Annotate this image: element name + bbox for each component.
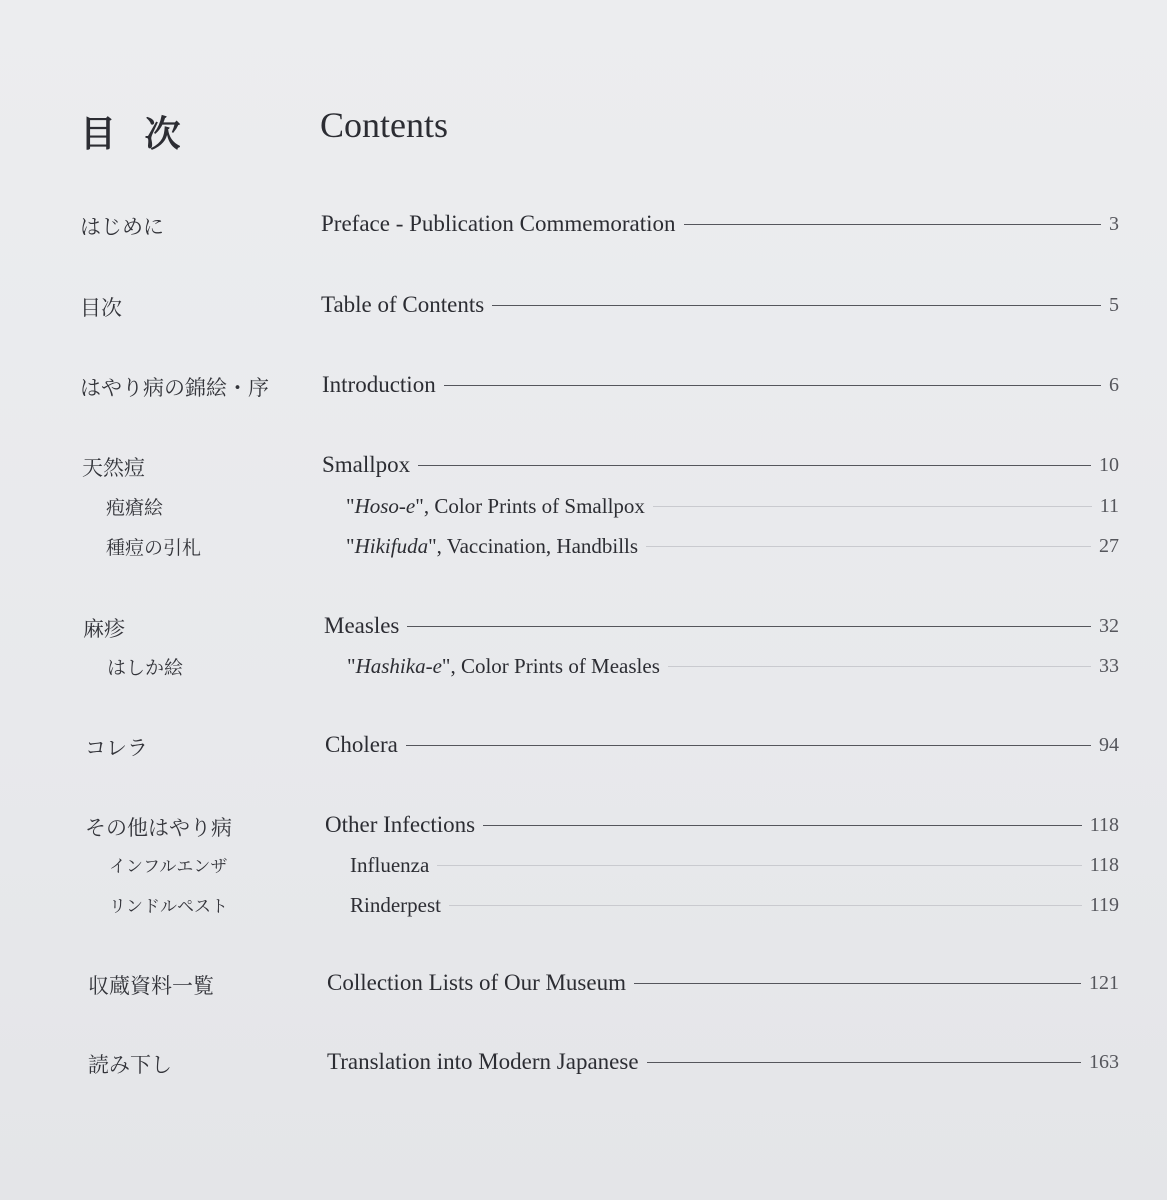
toc-en-title: "Hashika-e", Color Prints of Measles bbox=[347, 653, 660, 678]
leader-line bbox=[407, 626, 1091, 627]
page-number: 32 bbox=[1099, 614, 1119, 637]
page-number: 3 bbox=[1109, 212, 1119, 235]
toc-en-subtitle: , Vaccination, Handbills bbox=[436, 533, 639, 558]
toc-en-title: Smallpox bbox=[322, 452, 411, 477]
toc-en-subtitle: , Color Prints of Measles bbox=[450, 653, 660, 678]
toc-entry-smallpox bbox=[0, 448, 1167, 482]
toc-en-italic-term: Hashika-e bbox=[355, 653, 442, 678]
leader-line bbox=[444, 385, 1101, 386]
toc-en-italic-term: Hikifuda bbox=[354, 533, 429, 558]
toc-jp-label: コレラ bbox=[85, 736, 148, 760]
toc-entry-cholera bbox=[0, 728, 1167, 762]
toc-entry-measles bbox=[0, 609, 1167, 643]
toc-jp-label: 読み下し bbox=[88, 1053, 172, 1077]
toc-entry-hoso-e bbox=[0, 489, 1167, 523]
toc-jp-label: 種痘の引札 bbox=[106, 537, 202, 559]
toc-jp-label: リンドルペスト bbox=[109, 897, 228, 917]
leader-line bbox=[684, 224, 1102, 225]
toc-en-title: Cholera bbox=[325, 732, 398, 757]
page-number: 10 bbox=[1099, 453, 1119, 476]
toc-en-title: "Hoso-e", Color Prints of Smallpox bbox=[346, 493, 645, 518]
leader-line bbox=[406, 745, 1091, 746]
leader-line bbox=[646, 546, 1091, 547]
toc-entry-hashika-e bbox=[0, 649, 1167, 683]
page-number: 5 bbox=[1109, 293, 1119, 316]
toc-en-title: Influenza bbox=[350, 852, 430, 877]
toc-en-title: Other Infections bbox=[325, 812, 476, 837]
leader-line bbox=[483, 825, 1082, 826]
toc-jp-label: 目次 bbox=[80, 296, 122, 320]
toc-en-title: Collection Lists of Our Museum bbox=[327, 970, 626, 995]
leader-line bbox=[653, 506, 1092, 507]
page-number: 119 bbox=[1089, 893, 1119, 916]
toc-en-title: "Hikifuda", Vaccination, Handbills bbox=[346, 533, 639, 558]
heading-japanese: 目 次 bbox=[80, 114, 189, 155]
page-number: 121 bbox=[1089, 971, 1119, 994]
toc-en-title: Table of Contents bbox=[321, 292, 485, 317]
leader-line bbox=[449, 905, 1082, 906]
toc-en-subtitle: , Color Prints of Smallpox bbox=[423, 493, 645, 518]
toc-jp-label: はじめに bbox=[80, 215, 164, 239]
page-number: 163 bbox=[1089, 1050, 1119, 1073]
toc-en-italic-term: Hoso-e bbox=[354, 493, 416, 518]
toc-entry-collection-lists bbox=[0, 966, 1167, 1000]
leader-line bbox=[418, 465, 1091, 466]
toc-jp-label: 麻疹 bbox=[83, 617, 125, 641]
leader-line bbox=[492, 305, 1101, 306]
leader-line bbox=[647, 1062, 1081, 1063]
leader-line bbox=[668, 666, 1091, 667]
toc-jp-label: はやり病の錦絵・序 bbox=[80, 376, 269, 400]
toc-en-title: Translation into Modern Japanese bbox=[327, 1049, 639, 1074]
page-number: 33 bbox=[1099, 654, 1119, 677]
toc-en-title: Measles bbox=[324, 613, 400, 638]
page-number: 6 bbox=[1109, 373, 1119, 396]
page-number: 118 bbox=[1089, 853, 1119, 876]
leader-line bbox=[634, 983, 1081, 984]
toc-entry-preface bbox=[0, 207, 1167, 241]
toc-entry-table-of-contents bbox=[0, 288, 1167, 322]
heading-english: Contents bbox=[320, 105, 449, 145]
toc-jp-label: はしか絵 bbox=[107, 657, 184, 679]
toc-en-title: Introduction bbox=[322, 372, 436, 397]
toc-jp-label: インフルエンザ bbox=[109, 857, 228, 877]
toc-entry-rinderpest bbox=[0, 888, 1167, 922]
toc-jp-label: 疱瘡絵 bbox=[106, 497, 164, 519]
page-number: 27 bbox=[1099, 534, 1119, 557]
toc-entry-introduction bbox=[0, 368, 1167, 402]
toc-entry-hikifuda bbox=[0, 529, 1167, 563]
toc-jp-label: 収蔵資料一覧 bbox=[88, 974, 214, 998]
toc-entry-other-infections bbox=[0, 808, 1167, 842]
toc-entry-translation bbox=[0, 1045, 1167, 1079]
toc-en-title: Preface - Publication Commemoration bbox=[321, 211, 676, 236]
leader-line bbox=[437, 865, 1081, 866]
toc-jp-label: その他はやり病 bbox=[85, 816, 232, 840]
page-number: 118 bbox=[1089, 813, 1119, 836]
toc-jp-label: 天然痘 bbox=[82, 456, 145, 480]
toc-en-title: Rinderpest bbox=[350, 892, 441, 917]
toc-entry-influenza bbox=[0, 848, 1167, 882]
page-number: 94 bbox=[1099, 733, 1119, 756]
page-number: 11 bbox=[1099, 494, 1119, 517]
